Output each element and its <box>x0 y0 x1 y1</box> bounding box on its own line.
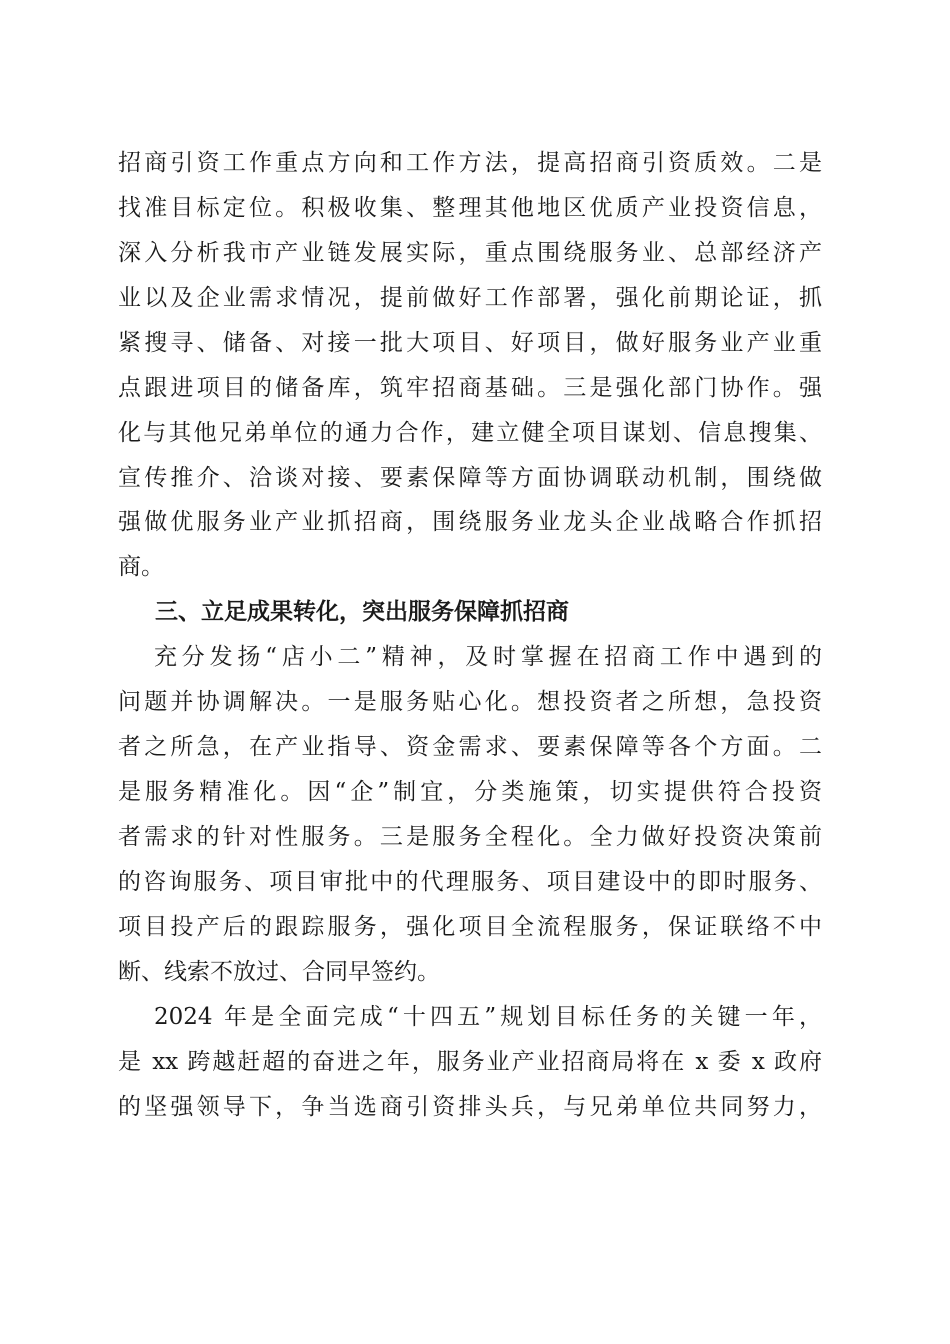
text-line: 项目投产后的跟踪服务，强化项目全流程服务，保证联络不中 <box>118 913 822 940</box>
text-line: 问题并协调解决。一是服务贴心化。想投资者之所想，急投资 <box>118 689 822 716</box>
text-line: 找准目标定位。积极收集、整理其他地区优质产业投资信息， <box>118 194 822 221</box>
text-line: 的咨询服务、项目审批中的代理服务、项目建设中的即时服务、 <box>118 868 822 895</box>
text-line: 深入分析我市产业链发展实际，重点围绕服务业、总部经济产 <box>118 239 822 266</box>
text-line: 紧搜寻、储备、对接一批大项目、好项目，做好服务业产业重 <box>118 329 822 356</box>
section-heading: 三、立足成果转化，突出服务保障抓招商 <box>155 599 569 626</box>
text-line: 的坚强领导下，争当选商引资排头兵，与兄弟单位共同努力， <box>118 1093 822 1120</box>
text-line: 招商引资工作重点方向和工作方法，提高招商引资质效。二是 <box>118 150 822 176</box>
text-line: 化与其他兄弟单位的通力合作，建立健全项目谋划、信息搜集、 <box>118 419 822 446</box>
text-line: 2024 年是全面完成“十四五”规划目标任务的关键一年， <box>154 1003 822 1030</box>
text-line: 是服务精准化。因“企”制宜，分类施策，切实提供符合投资 <box>118 779 822 806</box>
text-line: 宣传推介、洽谈对接、要素保障等方面协调联动机制，围绕做 <box>118 464 822 491</box>
text-line: 商。 <box>118 554 164 581</box>
text-line: 充分发扬“店小二”精神，及时掌握在招商工作中遇到的 <box>154 644 822 671</box>
text-line: 点跟进项目的储备库，筑牢招商基础。三是强化部门协作。强 <box>118 374 822 401</box>
text-line: 者需求的针对性服务。三是服务全程化。全力做好投资决策前 <box>118 823 822 850</box>
text-line: 强做优服务业产业抓招商，围绕服务业龙头企业战略合作抓招 <box>118 509 822 536</box>
text-line: 是 xx 跨越赶超的奋进之年，服务业产业招商局将在 x 委 x 政府 <box>118 1048 822 1075</box>
text-line: 断、线索不放过、合同早签约。 <box>118 958 440 985</box>
text-line: 者之所急，在产业指导、资金需求、要素保障等各个方面。二 <box>118 734 822 761</box>
text-line: 业以及企业需求情况，提前做好工作部署，强化前期论证，抓 <box>118 284 822 311</box>
